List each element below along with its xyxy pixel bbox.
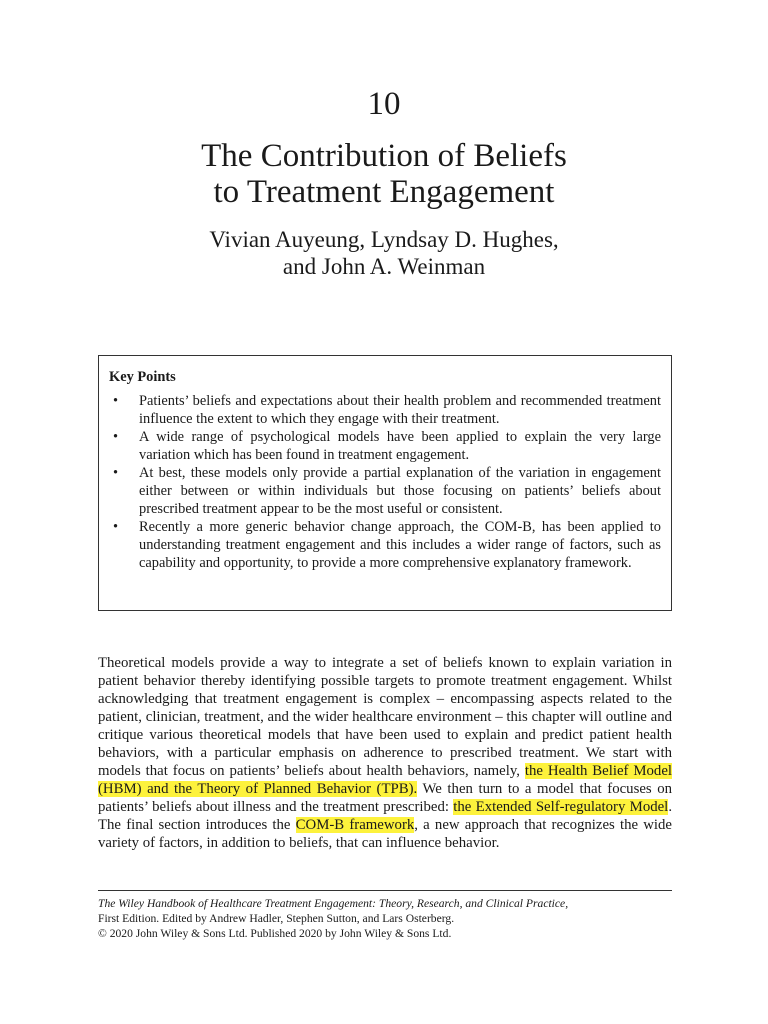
- chapter-title-line-1: The Contribution of Beliefs: [201, 138, 567, 174]
- key-point-text: Recently a more generic behavior change approach, the COM-B, has been applied to understanding treatment engagement and this includes a wider range of factors, such as capability and opportunity, to provide a more comprehensive explanatory framework.: [139, 519, 661, 571]
- chapter-title: [0, 138, 768, 210]
- body-text-part-2: We then turn to a model that focuses on patients’ beliefs about illness and the treatment prescribed:: [98, 781, 673, 815]
- bullet-icon: •: [113, 429, 119, 445]
- body-text-part-3: . The final section introduces the: [98, 799, 673, 833]
- footer-edition: First Edition. Edited by Andrew Hadler, Stephen Sutton, and Lars Osterberg.: [98, 912, 455, 925]
- key-point-text: Patients’ beliefs and expectations about their health problem and recommended treatment influence the extent to which they engage with their treatment.: [139, 393, 661, 427]
- key-point-text: A wide range of psychological models have been applied to explain the very large variation which has been found in treatment engagement.: [139, 429, 661, 463]
- key-points-box: [98, 355, 672, 611]
- footer-citation: [98, 896, 672, 941]
- key-point-item: [109, 518, 661, 572]
- key-point-item: [109, 428, 661, 464]
- highlighted-text: the Extended Self-regulatory Model: [453, 799, 669, 815]
- key-point-text: At best, these models only provide a partial explanation of the variation in engagement either between or within individuals but those focusing on patients’ beliefs about prescribed treatment appear to be the most useful or consistent.: [139, 465, 661, 517]
- bullet-icon: •: [113, 519, 119, 535]
- body-text-part-1: Theoretical models provide a way to integrate a set of beliefs known to explain variation in patient behavior thereby identifying possible targets to promote treatment engagement. Whilst acknowledging that treatment engagement is complex – encompassing aspects related to the patient, clinician, treatment, and the wider healthcare environment – this chapter will outline and critique various theoretical models that have been used to explain and predict patient health behaviors, with a particular emphasis on adherence to prescribed treatment. We start with models that focus on patients’ beliefs about health behaviors, namely,: [98, 655, 672, 779]
- footer-book-title: The Wiley Handbook of Healthcare Treatment Engagement: Theory, Research, and Clinical Practice,: [98, 897, 569, 910]
- authors-line-1: Vivian Auyeung, Lyndsay D. Hughes,: [209, 227, 559, 252]
- key-point-item: [109, 392, 661, 428]
- bullet-icon: •: [113, 393, 119, 409]
- highlighted-text: the Health Belief Model (HBM) and the Theory of Planned Behavior (TPB).: [98, 763, 672, 797]
- authors-line-2: and John A. Weinman: [282, 254, 486, 279]
- highlighted-text: COM-B framework: [295, 817, 415, 833]
- footer-divider: [98, 890, 672, 891]
- body-text-part-4: , a new approach that recognizes the wide variety of factors, in addition to beliefs, that can influence behavior.: [98, 817, 672, 851]
- chapter-title-line-2: to Treatment Engagement: [213, 174, 555, 210]
- key-points-list: [109, 392, 661, 572]
- key-points-heading: Key Points: [109, 369, 176, 385]
- key-point-item: [109, 464, 661, 518]
- footer-copyright: © 2020 John Wiley & Sons Ltd. Published 2020 by John Wiley & Sons Ltd.: [98, 927, 452, 940]
- chapter-authors: [0, 226, 768, 280]
- body-paragraph: [98, 654, 672, 852]
- chapter-number: 10: [367, 86, 401, 122]
- bullet-icon: •: [113, 465, 119, 481]
